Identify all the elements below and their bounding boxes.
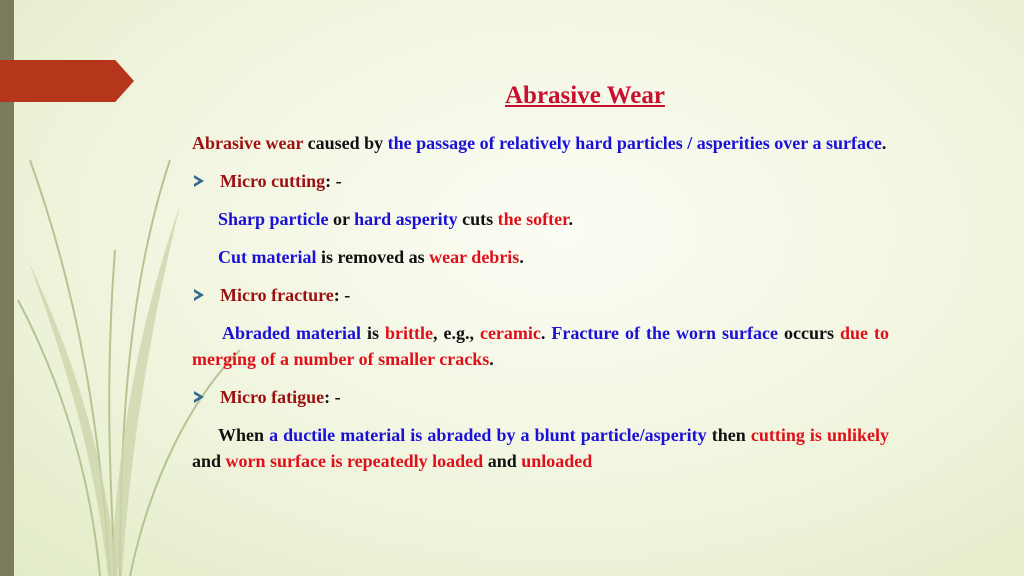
text-wear-debris: wear debris bbox=[429, 247, 520, 267]
accent-tab bbox=[0, 60, 134, 102]
micro-fatigue-heading: Micro fatigue bbox=[220, 387, 325, 407]
arrow-bullet-icon bbox=[194, 289, 204, 301]
text-abraded-material: Abraded material bbox=[222, 323, 361, 343]
arrow-bullet-icon bbox=[194, 391, 204, 403]
text-hard-asperity: hard asperity bbox=[354, 209, 458, 229]
text-is-removed-as: is removed as bbox=[316, 247, 430, 267]
text-worn-surface-loaded: worn surface is repeatedly loaded bbox=[225, 451, 484, 471]
micro-fracture-paragraph bbox=[192, 320, 889, 372]
text-and: and bbox=[192, 451, 226, 471]
text-sharp-particle: Sharp particle bbox=[218, 209, 329, 229]
text-ductile-material: a ductile material is abraded by a blunt particle/asperity bbox=[269, 425, 707, 445]
text-brittle: brittle bbox=[384, 323, 433, 343]
intro-connector: caused by bbox=[303, 133, 388, 153]
text-the-softer: the softer bbox=[497, 209, 569, 229]
text-when: When bbox=[218, 425, 270, 445]
intro-paragraph bbox=[192, 130, 889, 156]
micro-cutting-heading: Micro cutting bbox=[220, 171, 326, 191]
intro-cause: the passage of relatively hard particles / asperities over a surface bbox=[387, 133, 882, 153]
intro-term: Abrasive wear bbox=[192, 133, 304, 153]
micro-cutting-suffix: : - bbox=[325, 171, 342, 191]
arrow-bullet-icon bbox=[194, 175, 204, 187]
micro-fatigue-suffix: : - bbox=[324, 387, 341, 407]
micro-fracture-suffix: : - bbox=[333, 285, 351, 305]
text-period: . bbox=[519, 247, 524, 267]
text-cut-material: Cut material bbox=[218, 247, 317, 267]
bullet-micro-cutting bbox=[192, 168, 889, 194]
intro-end: . bbox=[881, 133, 887, 153]
text-is: is bbox=[360, 323, 385, 343]
slide-title: Abrasive Wear bbox=[505, 82, 665, 109]
bullet-micro-fatigue bbox=[192, 384, 889, 410]
micro-fatigue-paragraph bbox=[192, 422, 889, 474]
micro-cutting-line2 bbox=[192, 244, 889, 270]
micro-cutting-line1 bbox=[192, 206, 889, 232]
text-occurs: occurs bbox=[778, 323, 840, 343]
text-and: and bbox=[483, 451, 522, 471]
text-ceramic: ceramic bbox=[479, 323, 541, 343]
text-eg: , e.g., bbox=[432, 323, 480, 343]
text-then: then bbox=[706, 425, 751, 445]
text-fracture-of-worn-surface: Fracture of the worn surface bbox=[551, 323, 778, 343]
text-due-to-merging: due to merging of a number of smaller cracks bbox=[192, 323, 889, 369]
text-unloaded: unloaded bbox=[521, 451, 593, 471]
text-cuts: cuts bbox=[457, 209, 498, 229]
text-cutting-unlikely: cutting is unlikely bbox=[750, 425, 890, 445]
text-period: . bbox=[489, 349, 494, 369]
bullet-micro-fracture bbox=[192, 282, 889, 308]
text-period: . bbox=[568, 209, 573, 229]
text-or: or bbox=[328, 209, 355, 229]
micro-fracture-heading: Micro fracture bbox=[220, 285, 334, 305]
text-period: . bbox=[540, 323, 552, 343]
slide-content bbox=[192, 130, 889, 474]
